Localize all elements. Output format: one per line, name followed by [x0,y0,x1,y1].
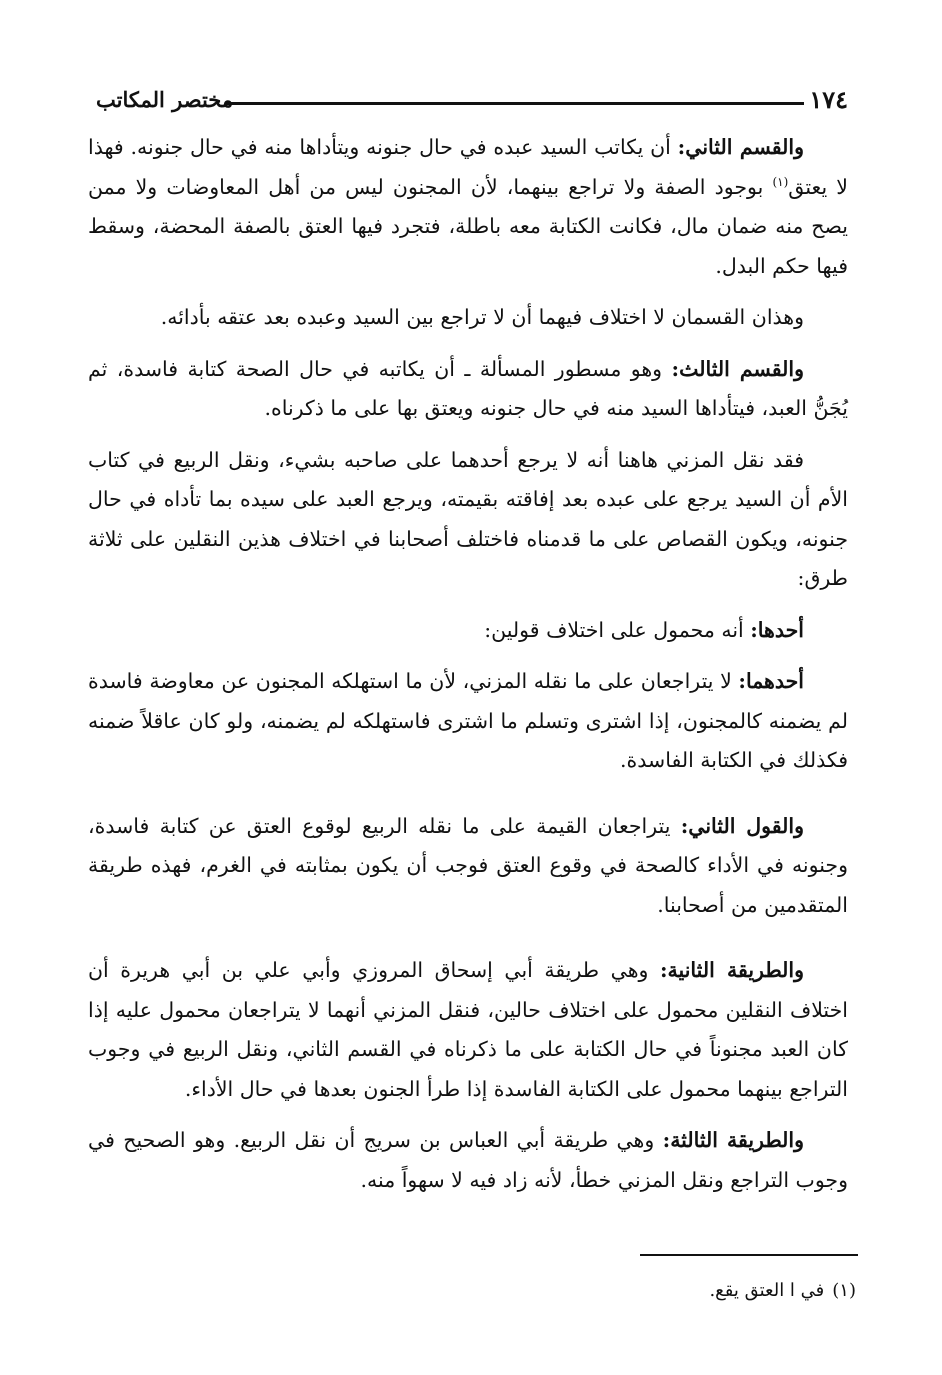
footnote-marker[interactable]: (١) [772,174,789,189]
page-number: ١٧٤ [809,85,848,114]
paragraph-text: أنه محمول على اختلاف قولين: [484,617,751,642]
paragraph-text: وهي طريقة أبي إسحاق المروزي وأبي علي بن أبي هريرة أن اختلاف النقلين محمول على اختلاف حالين، فنقل المزني أنهما لا يتراجعان محمول عليه إذا كان العبد مجنوناً في حال الكتابة على ما ذكرناه في القسم الثاني، ونقل الربيع في وجوب التراجع بينهما محمول على الكتابة الفاسدة إذا طرأ الجنون بعدها في حال الأداء. [88,958,848,1101]
paragraph-text: وهذان القسمان لا اختلاف فيهما أن لا تراجع بين السيد وعبده بعد عتقه بأدائه. [160,305,804,329]
paragraph-lead: والطريقة الثالثة: [662,1128,804,1152]
footnote-rule [640,1254,858,1256]
paragraph-lead: والقسم الثاني: [677,135,804,159]
paragraph-text: فقد نقل المزني هاهنا أنه لا يرجع أحدهما على صاحبه بشيء، ونقل الربيع في كتاب الأم أن السيد يرجع على عبده بعد إفاقته بقيمته، ويرجع العبد على سيده بما تأداه في حال جنونه، ويكون القصاص على ما قدمناه فاختلف أصحابنا في اختلاف هذين النقلين على ثلاثة طرق: [88,447,848,590]
paragraph-lead: أحدها: [750,617,804,642]
paragraph-lead: والقول الثاني: [680,813,804,838]
paragraph-transmissions [88,441,848,599]
paragraph-second-opinion [88,807,848,926]
paragraph-text: وهي طريقة أبي العباس بن سريج أن نقل الربيع. وهو الصحيح في وجوب التراجع ونقل المزني خطأ، لأنه زاد فيه لا سهواً منه. [88,1128,848,1192]
paragraph-section-three [88,350,848,429]
paragraph-section-two [88,128,848,286]
paragraph-text: لا يتراجعان على ما نقله المزني، لأن ما استهلكه المجنون عن معاوضة فاسدة لم يضمنه كالمجنون، إذا اشترى وتسلم ما اشترى فاستهلكه لم يضمنه، ولو كان عاقلاً ضمنه فكذلك في الكتابة الفاسدة. [88,669,848,772]
paragraph-two-sections [88,298,848,338]
paragraph-text: أن يكاتب السيد عبده في حال جنونه ويتأداها منه في حال جنونه. فهذا لا يعتق [88,135,848,199]
paragraph-text-continued: بوجود الصفة ولا تراجع بينهما، لأن المجنون ليس من أهل المعاوضات ولا ممن يصح منه ضمان مال، فكانت الكتابة معه باطلة، فتجرد فيها العتق بالصفة المحضة، وسقط فيها حكم البدل. [88,174,848,278]
footnote-number: (١) [832,1280,856,1301]
paragraph-text: وهو مسطور المسألة ـ أن يكاتبه في حال الصحة كتابة فاسدة، ثم يُجَنُّ العبد، فيتأداها السيد منه في حال جنونه ويعتق بها على ما ذكرناه. [88,356,848,420]
paragraph-first-way [88,611,848,651]
main-text [88,128,848,1212]
footnote-text: في ا العتق يقع. [709,1280,825,1301]
running-title: مختصر المكاتب [96,87,234,112]
header-rule [226,102,804,105]
page-header [96,80,848,120]
footnote [96,1272,856,1310]
paragraph-first-opinion [88,662,848,781]
paragraph-text: يتراجعان القيمة على ما نقله الربيع لوقوع العتق عن كتابة فاسدة، وجنونه في الأداء كالصحة في وقوع العتق فوجب أن يكون بمثابته في الغرم، فهذه طريقة المتقدمين من أصحابنا. [88,813,848,917]
paragraph-lead: والقسم الثالث: [671,356,804,381]
paragraph-lead: أحدهما: [738,669,804,693]
paragraph-third-way [88,1121,848,1200]
paragraph-second-way [88,951,848,1109]
paragraph-lead: والطريقة الثانية: [659,958,804,982]
